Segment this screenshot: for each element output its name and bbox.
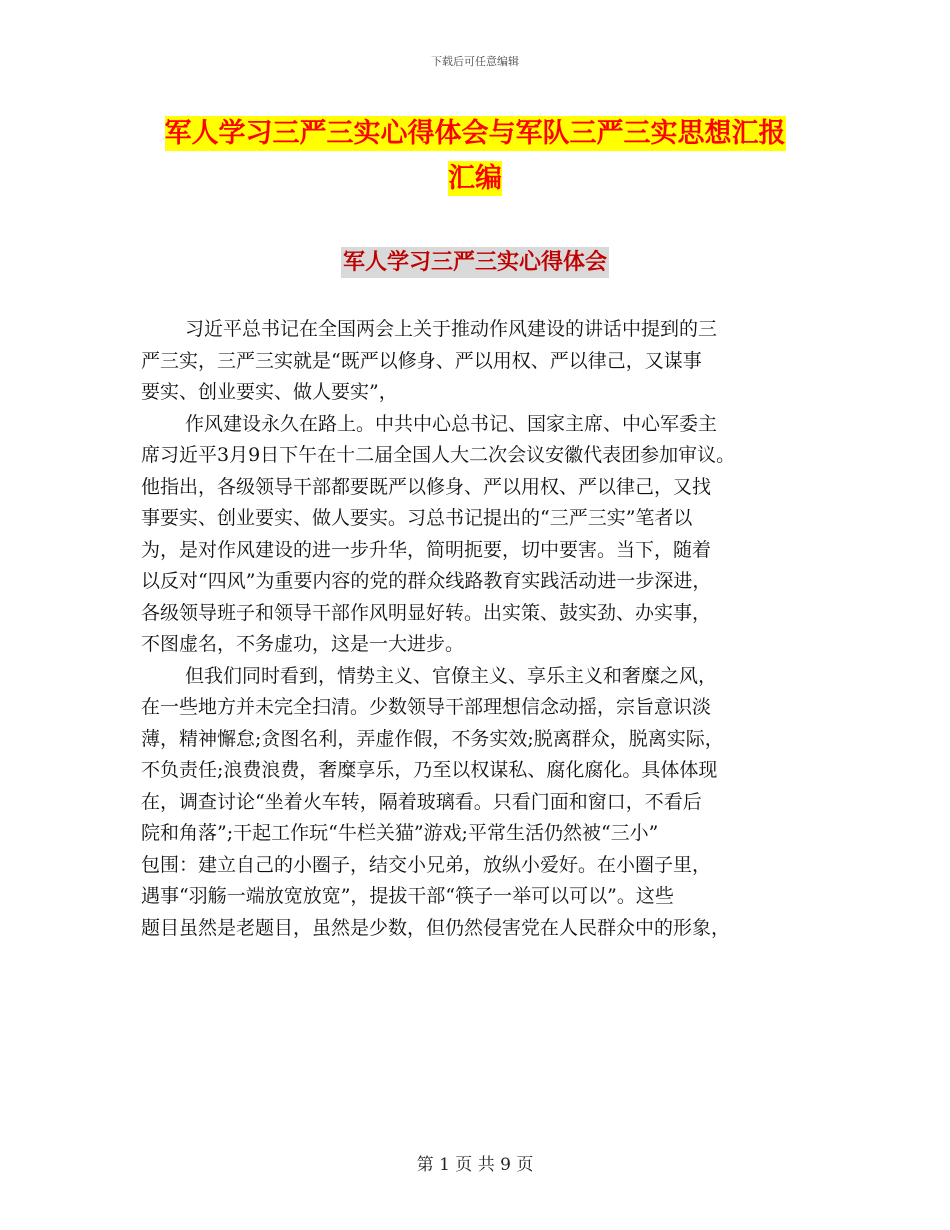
paragraph-line: 不图虚名，不务虚功，这是一大进步。	[141, 633, 465, 655]
paragraph-line: 为，是对作风建设的进一步升华，简明扼要，切中要害。当下，随着	[141, 538, 712, 561]
paragraph-line: 以反对“四风”为重要内容的党的群众线路教育实践活动进一步深进，	[141, 570, 712, 592]
paragraph-line: 各级领导班子和领导干部作风明显好转。出实策、鼓实劲、办实事，	[141, 601, 712, 624]
paragraph-line: 习近平总书记在全国两会上关于推动作风建设的讲话中提到的三	[185, 318, 718, 340]
paragraph-line: 但我们同时看到，情势主义、官僚主义、享乐主义和奢糜之风，	[185, 664, 718, 687]
paragraph-line: 遇事“羽觞一端放宽放宽”，提拔干部“筷子一举可以可以”。这些	[141, 885, 674, 907]
paragraph	[141, 314, 821, 409]
paragraph-line: 在一些地方并未完全扫清。少数领导干部理想信念动摇，宗旨意识淡	[141, 696, 712, 718]
paragraph-line: 在，调查讨论“坐着火车转，隔着玻璃看。只看门面和窗口，不看后	[141, 790, 702, 813]
section-title-text: 军人学习三严三实心得体会	[341, 247, 609, 278]
paragraph-line: 事要实、创业要实、做人要实。习总书记提出的“三严三实”笔者以	[141, 507, 693, 529]
paragraph-line: 薄，精神懈怠;贪图名利，弄虚作假，不务实效;脱离群众，脱离实际，	[141, 727, 724, 750]
paragraph-line: 不负责任;浪费浪费，奢糜享乐，乃至以权谋私、腐化腐化。具体体现	[141, 759, 718, 781]
section-title	[0, 244, 950, 282]
paragraph-line: 他指出，各级领导干部都要既严以修身、严以用权、严以律己，又找	[141, 475, 712, 498]
document-title-line-2: 汇编	[448, 163, 502, 194]
paragraph-line: 院和角落”;干起工作玩“牛栏关猫”游戏;平常生活仍然被“三小”	[141, 822, 659, 844]
paragraph	[141, 661, 821, 945]
document-title	[0, 111, 950, 201]
paragraph-line: 要实、创业要实、做人要实”，	[141, 381, 398, 403]
document-body	[141, 314, 821, 944]
page-number: 第 1 页 共 9 页	[416, 1155, 534, 1175]
paragraph-line: 作风建设永久在路上。中共中心总书记、国家主席、中心军委主	[185, 412, 718, 435]
paragraph-line: 严三实，三严三实就是“既严以修身、严以用权、严以律己，又谋事	[141, 349, 702, 372]
paragraph	[141, 409, 821, 661]
paragraph-line: 题目虽然是老题目，虽然是少数，但仍然侵害党在人民群众中的形象，	[141, 916, 731, 939]
paragraph-line: 席习近平3月9日下午在十二届全国人大二次会议安徽代表团参加审议。	[141, 444, 736, 466]
page-header: 下载后可任意编辑	[431, 55, 519, 68]
paragraph-line: 包围：建立自己的小圈子，结交小兄弟，放纵小爱好。在小圈子里，	[141, 853, 712, 876]
document-title-line-1: 军人学习三严三实心得体会与军队三严三实思想汇报	[164, 118, 786, 149]
